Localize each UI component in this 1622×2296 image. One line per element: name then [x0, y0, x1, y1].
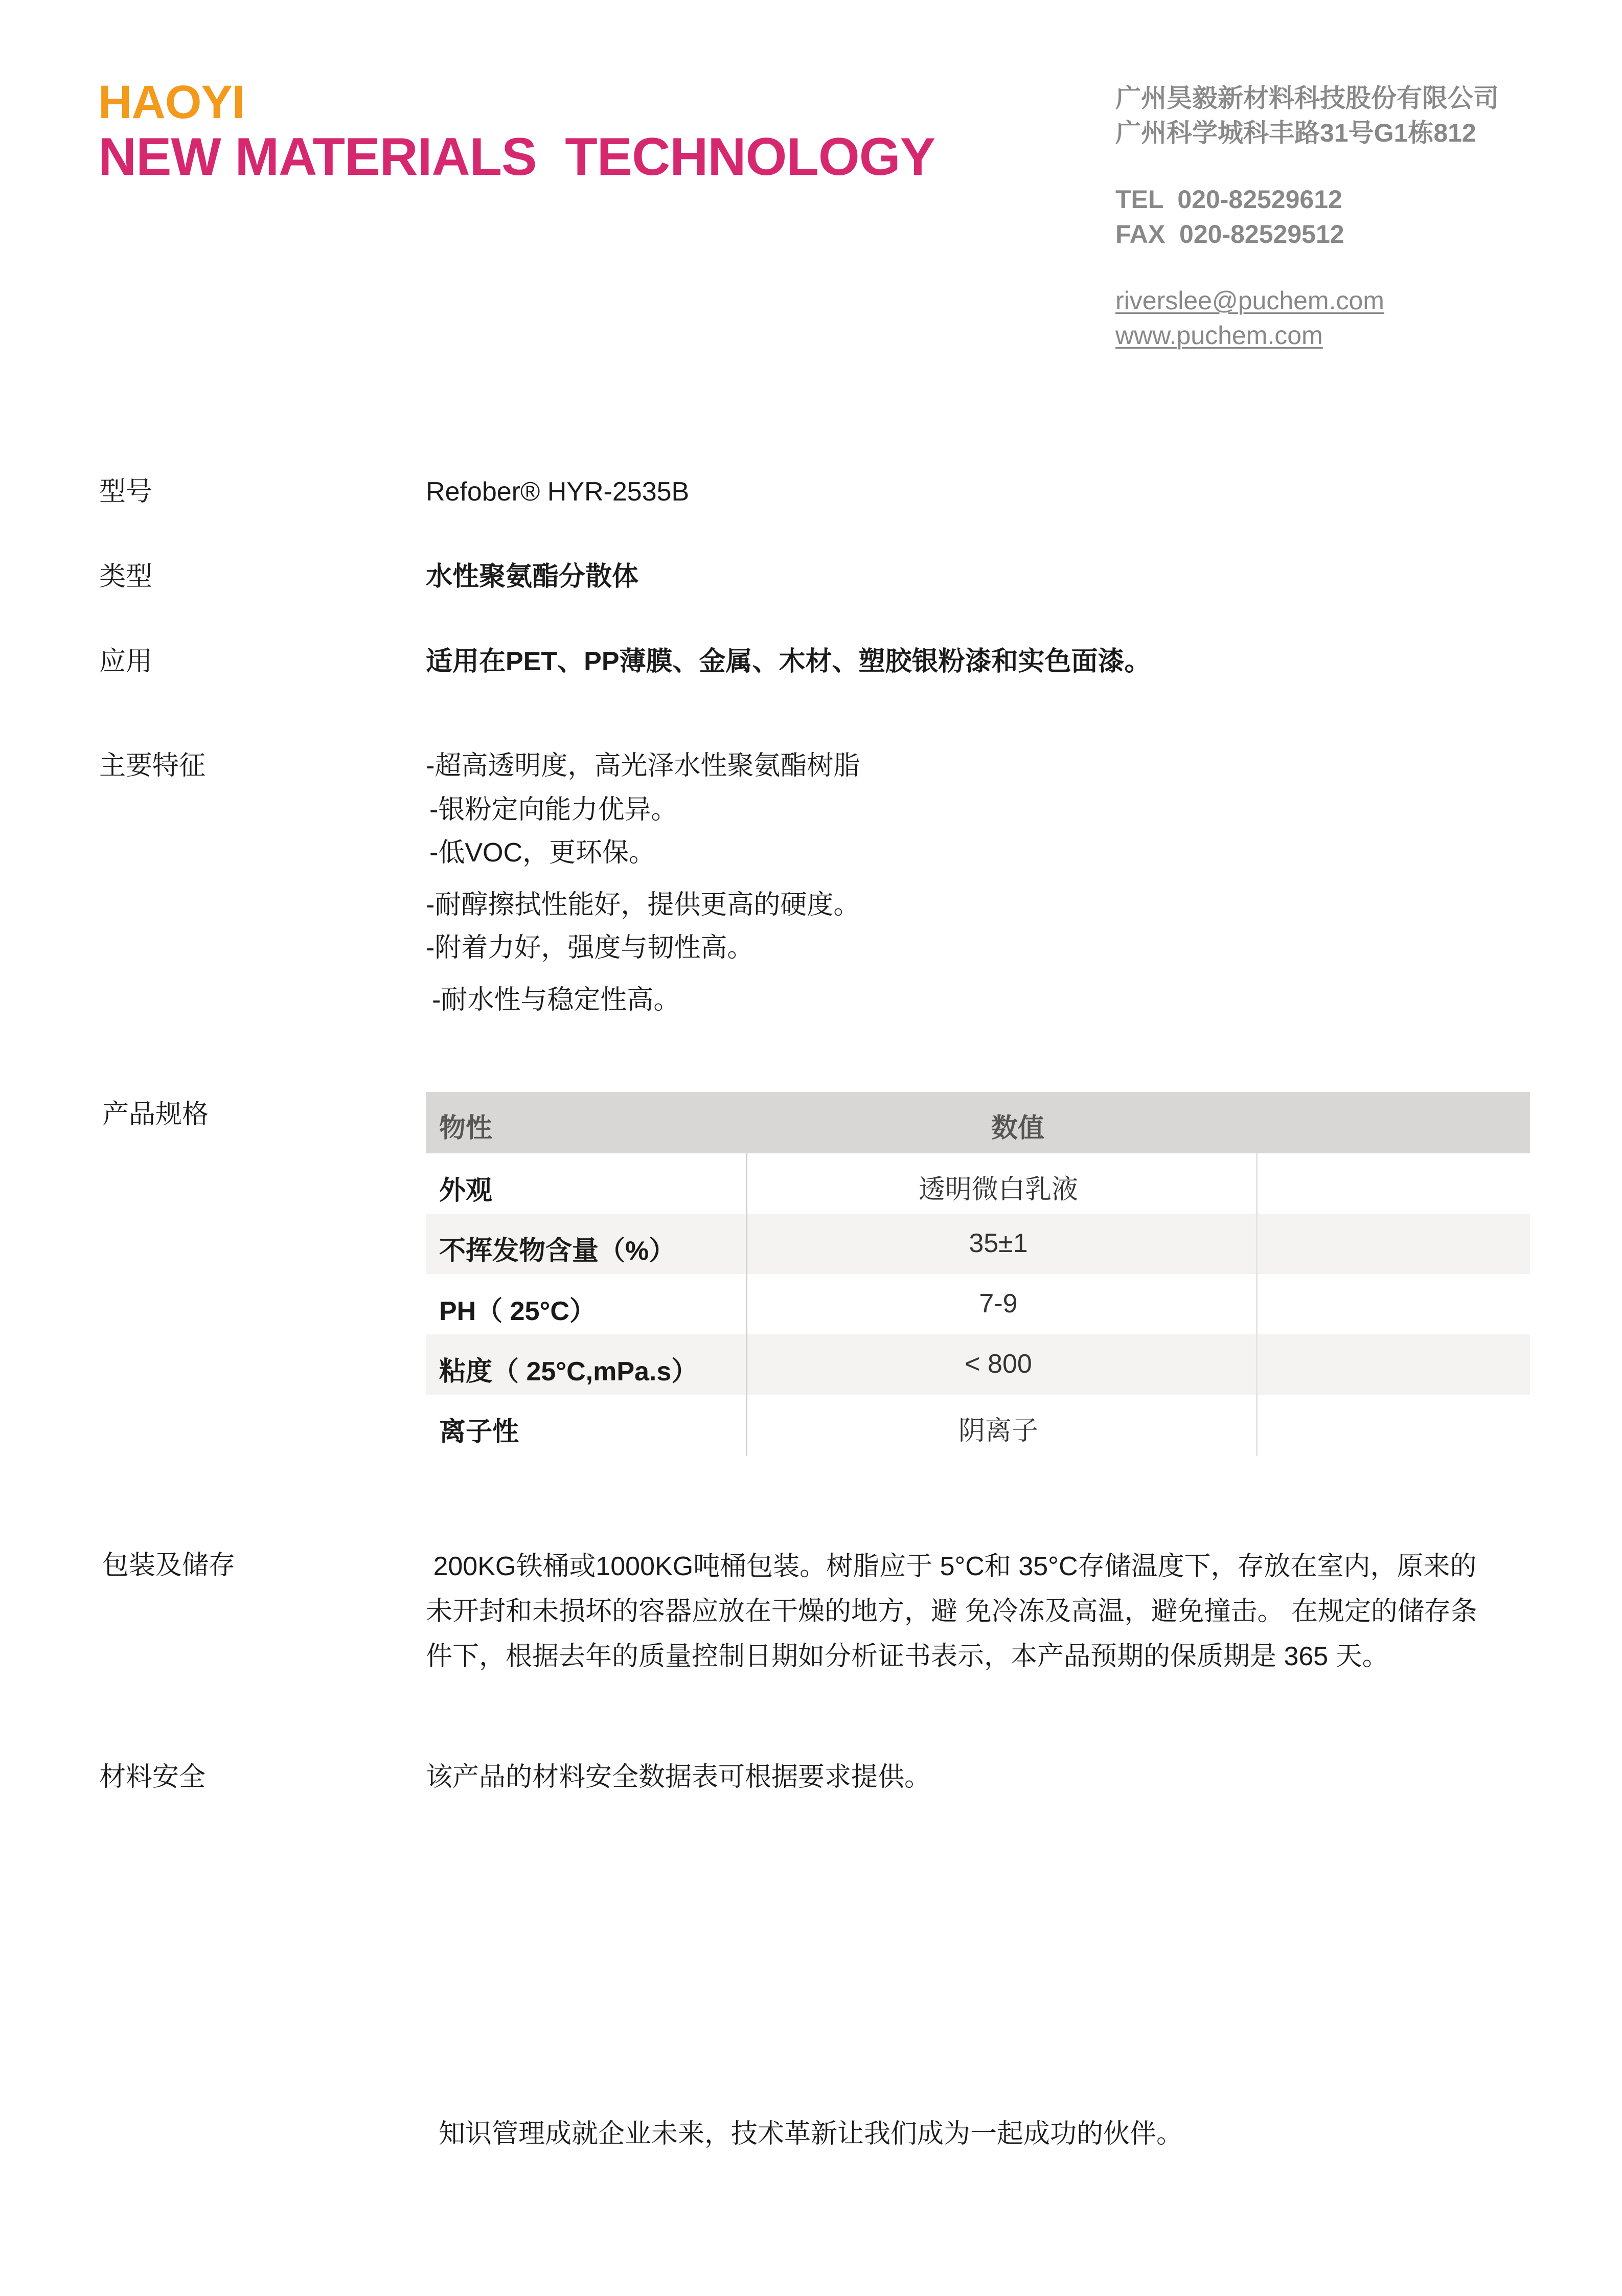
- features-label: 主要特征: [99, 751, 206, 781]
- telephone: TEL 020-82529612: [1115, 185, 1342, 214]
- email-link[interactable]: riverslee@puchem.com: [1115, 286, 1384, 315]
- spec-table: [426, 1092, 1530, 1455]
- feature-item: -附着力好，强度与韧性高。: [426, 933, 754, 963]
- spec-table-header: [426, 1092, 1530, 1153]
- packaging-label: 包装及储存: [102, 1551, 236, 1580]
- website-link[interactable]: www.puchem.com: [1115, 321, 1323, 350]
- spec-property: 离子性: [439, 1417, 519, 1447]
- table-row: [426, 1274, 1530, 1334]
- application-label: 应用: [99, 647, 153, 676]
- model-value: Refober® HYR-2535B: [426, 477, 690, 507]
- feature-item: -银粉定向能力优异。: [429, 795, 678, 825]
- type-label: 类型: [99, 562, 153, 592]
- table-row: [426, 1334, 1530, 1395]
- brand-subtitle: NEW MATERIALS TECHNOLOGY: [98, 127, 935, 187]
- table-row: [426, 1153, 1530, 1214]
- spec-property: PH（ 25°C）: [439, 1297, 596, 1326]
- footer-slogan: 知识管理成就企业未来，技术革新让我们成为一起成功的伙伴。: [439, 2119, 1183, 2149]
- table-row: [426, 1395, 1530, 1455]
- spec-value: 阴离子: [958, 1416, 1038, 1446]
- spec-value: 7-9: [979, 1289, 1018, 1319]
- feature-item: -低VOC，更环保。: [429, 838, 656, 868]
- fax: FAX 020-82529512: [1115, 220, 1344, 248]
- table-divider: [1256, 1153, 1258, 1456]
- type-value: 水性聚氨酯分散体: [426, 562, 639, 592]
- table-row: [426, 1214, 1530, 1274]
- company-address: 广州科学城科丰路31号G1栋812: [1115, 119, 1476, 147]
- spec-property: 粘度（ 25°C,mPa.s）: [439, 1357, 698, 1386]
- packaging-line: 件下，根据去年的质量控制日期如分析证书表示，本产品预期的保质期是 365 天。: [426, 1642, 1389, 1671]
- spec-value: 透明微白乳液: [918, 1175, 1078, 1204]
- feature-item: -耐水性与稳定性高。: [432, 985, 680, 1015]
- brand-name: HAOYI: [98, 76, 245, 128]
- safety-label: 材料安全: [99, 1762, 206, 1792]
- safety-value: 该产品的材料安全数据表可根据要求提供。: [426, 1762, 931, 1792]
- packaging-line: 未开封和未损坏的容器应放在干燥的地方，避 免冷冻及高温，避免撞击。 在规定的储存条: [426, 1597, 1477, 1626]
- feature-item: -耐醇擦拭性能好，提供更高的硬度。: [426, 890, 860, 920]
- feature-item: -超高透明度，高光泽水性聚氨酯树脂: [426, 751, 860, 781]
- model-label: 型号: [99, 477, 153, 507]
- spec-property: 不挥发物含量（%）: [439, 1236, 676, 1266]
- table-divider: [746, 1153, 747, 1456]
- spec-value: 35±1: [969, 1229, 1028, 1258]
- packaging-line: 200KG铁桶或1000KG吨桶包装。树脂应于 5°C和 35°C存储温度下，存放在室内，原来的: [426, 1552, 1477, 1581]
- spec-value: < 800: [965, 1349, 1032, 1379]
- contact-block: [1115, 81, 1499, 353]
- spec-header-property: 物性: [439, 1113, 493, 1143]
- packaging-text: [426, 1544, 1540, 1679]
- spec-label: 产品规格: [102, 1100, 209, 1129]
- company-name: 广州昊毅新材料科技股份有限公司: [1115, 84, 1499, 112]
- application-value: 适用在PET、PP薄膜、金属、木材、塑胶银粉漆和实色面漆。: [426, 647, 1151, 676]
- spec-property: 外观: [439, 1176, 493, 1206]
- spec-header-value: 数值: [991, 1113, 1045, 1143]
